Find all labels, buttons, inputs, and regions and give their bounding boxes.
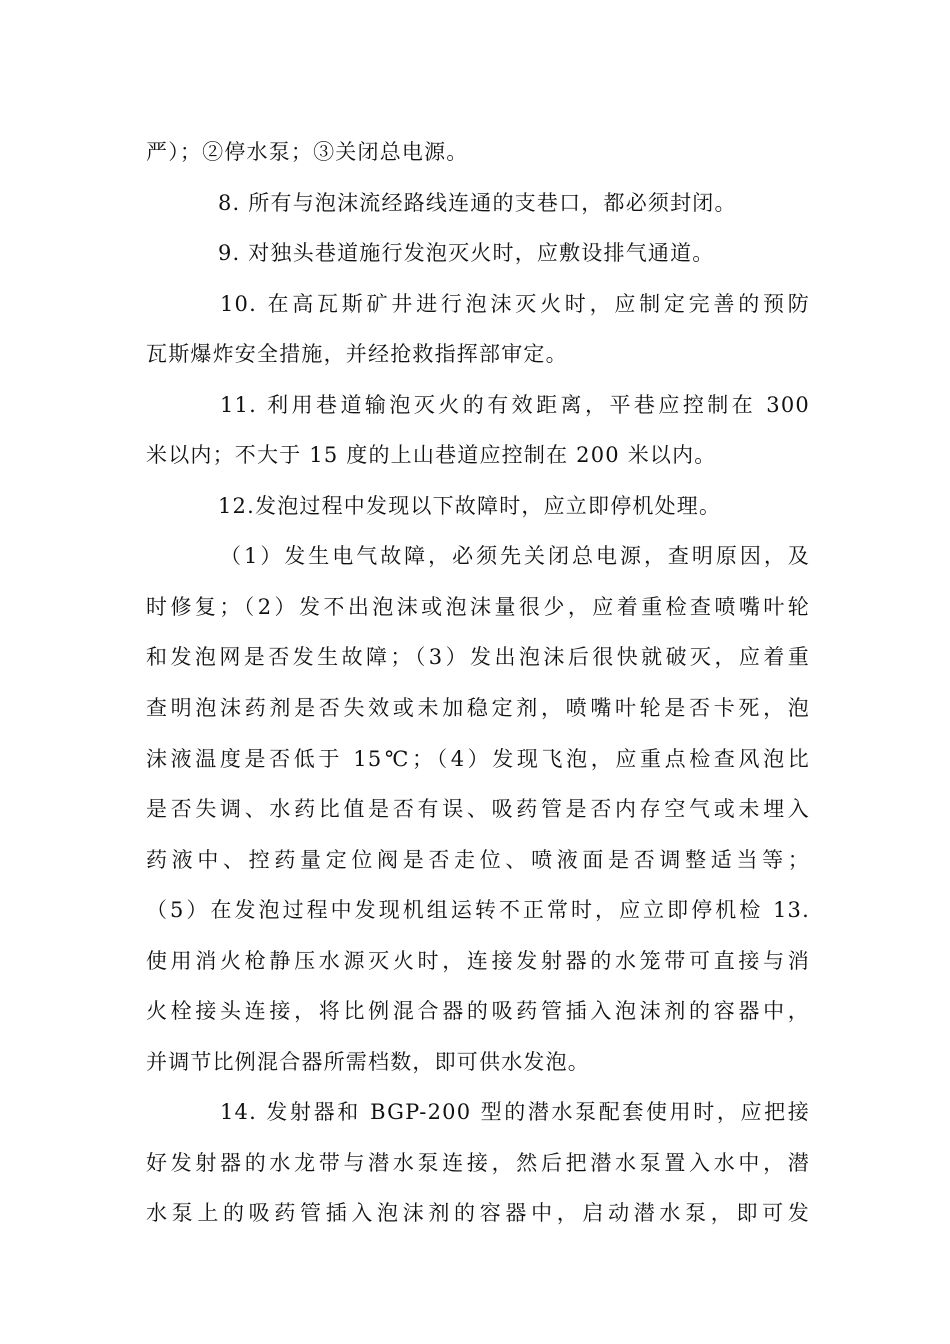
text-line-5: 瓦斯爆炸安全措施，并经抢救指挥部审定。 xyxy=(146,342,568,366)
text-line-18: 火栓接头连接，将比例混合器的吸药管插入泡沫剂的容器中， xyxy=(146,999,810,1023)
text-line-22: 水泵上的吸药管插入泡沫剂的容器中，启动潜水泵，即可发 xyxy=(146,1201,810,1225)
text-line-10: 时修复；（2）发不出泡沫或泡沫量很少，应着重检查喷嘴叶轮 xyxy=(146,595,810,619)
text-line-21: 好发射器的水龙带与潜水泵连接，然后把潜水泵置入水中，潜 xyxy=(146,1151,810,1175)
text-line-7: 米以内；不大于 15 度的上山巷道应控制在 200 米以内。 xyxy=(146,443,717,467)
text-line-15: 药液中、控药量定位阀是否走位、喷液面是否调整适当等； xyxy=(146,848,810,872)
text-line-1: 严）；②停水泵；③关闭总电源。 xyxy=(146,140,469,164)
text-line-11: 和发泡网是否发生故障；（3）发出泡沫后很快就破灭，应着重 xyxy=(146,645,810,669)
text-line-2: 8. 所有与泡沫流经路线连通的支巷口，都必须封闭。 xyxy=(218,191,737,215)
text-line-8: 12.发泡过程中发现以下故障时，应立即停机处理。 xyxy=(218,494,722,518)
text-line-4: 10. 在高瓦斯矿井进行泡沫灭火时，应制定完善的预防 xyxy=(220,292,810,316)
text-line-19: 并调节比例混合器所需档数，即可供水发泡。 xyxy=(146,1050,590,1074)
text-line-12: 查明泡沫药剂是否失效或未加稳定剂，喷嘴叶轮是否卡死，泡 xyxy=(146,696,810,720)
text-line-17: 使用消火枪静压水源灭火时，连接发射器的水笼带可直接与消 xyxy=(146,949,810,973)
text-line-13: 沫液温度是否低于 15℃；（4）发现飞泡，应重点检查风泡比 xyxy=(146,747,810,771)
text-line-14: 是否失调、水药比值是否有误、吸药管是否内存空气或未埋入 xyxy=(146,797,810,821)
text-line-9: （1）发生电气故障，必须先关闭总电源，查明原因，及 xyxy=(220,544,810,568)
text-line-6: 11. 利用巷道输泡灭火的有效距离，平巷应控制在 300 xyxy=(220,393,810,417)
text-line-16: （5）在发泡过程中发现机组运转不正常时，应立即停机检 13. xyxy=(146,898,810,922)
text-line-3: 9. 对独头巷道施行发泡灭火时，应敷设排气通道。 xyxy=(218,241,715,265)
text-line-20: 14. 发射器和 BGP-200 型的潜水泵配套使用时，应把接 xyxy=(220,1100,810,1124)
